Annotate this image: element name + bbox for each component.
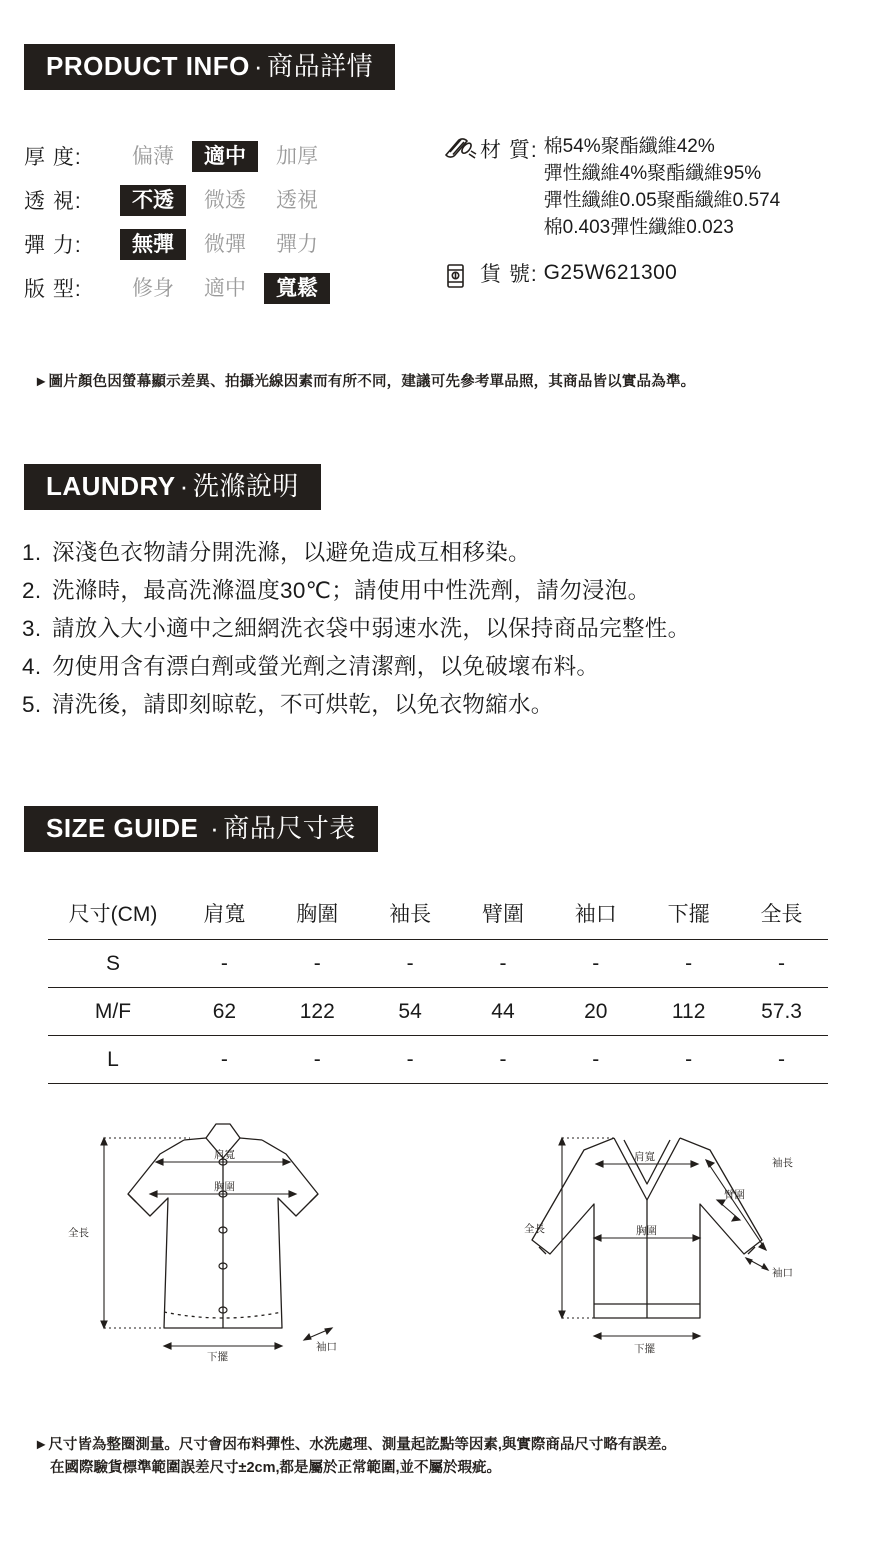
size-cell: - xyxy=(642,1036,735,1084)
shirt-label-length: 全長 xyxy=(68,1227,89,1239)
sku-value: G25W621300 xyxy=(543,260,678,284)
shirt-label-bust: 胸圍 xyxy=(214,1181,235,1193)
attribute-options-thickness xyxy=(120,141,336,172)
size-cell: 57.3 xyxy=(735,988,828,1036)
product-info-heading-zh: 商品詳情 xyxy=(267,51,374,81)
size-cell: 62 xyxy=(178,988,271,1036)
measurement-diagrams xyxy=(24,1098,854,1398)
laundry-item-number: 3. xyxy=(22,616,42,641)
laundry-item-number: 5. xyxy=(22,692,42,717)
size-cell: - xyxy=(271,940,364,988)
attribute-row-thickness xyxy=(24,134,424,178)
cardigan-label-bust: 胸圍 xyxy=(636,1225,657,1237)
footnote-line-2: 在國際驗貨標準範圍誤差尺寸±2cm,都是屬於正常範圍,並不屬於瑕疵。 xyxy=(50,1460,502,1476)
option-elasticity-slight[interactable]: 微彈 xyxy=(204,232,246,256)
option-fit-loose[interactable]: 寬鬆 xyxy=(264,273,330,304)
laundry-item-text: 勿使用含有漂白劑或螢光劑之清潔劑，以免破壞布料。 xyxy=(52,654,600,679)
size-cell: 44 xyxy=(457,988,550,1036)
laundry-heading-zh: 洗滌說明 xyxy=(192,471,299,501)
product-info-heading-en: PRODUCT INFO xyxy=(46,51,250,81)
attribute-options-elasticity xyxy=(120,229,336,260)
option-sheerness-opaque[interactable]: 不透 xyxy=(120,185,186,216)
size-cell: - xyxy=(735,940,828,988)
size-cell: - xyxy=(457,940,550,988)
sku-row xyxy=(442,258,875,288)
diagram-shirt xyxy=(64,1098,434,1388)
size-cell: - xyxy=(178,1036,271,1084)
attribute-row-fit xyxy=(24,266,424,310)
attribute-options-fit xyxy=(120,273,336,304)
material-values xyxy=(544,134,781,242)
attribute-label-thickness: 厚 度: xyxy=(24,146,82,169)
option-sheerness-slight[interactable]: 微透 xyxy=(204,188,246,212)
footnote-line-1: ►尺寸皆為整圈測量。尺寸會因布料彈性、水洗處理、測量起訖點等因素,與實際商品尺寸略有誤差。 xyxy=(34,1437,676,1453)
size-col-header: 臂圍 xyxy=(457,886,550,940)
laundry-item-number: 2. xyxy=(22,578,42,603)
material-line-3: 彈性纖維0.05聚酯纖維0.574 xyxy=(543,189,781,211)
laundry-heading-en: LAUNDRY xyxy=(46,471,176,501)
shirt-label-hem: 下擺 xyxy=(207,1351,228,1363)
size-cell: 54 xyxy=(364,988,457,1036)
attribute-list xyxy=(24,134,424,310)
size-guide-heading xyxy=(24,806,378,852)
cardigan-label-hem: 下擺 xyxy=(634,1343,655,1355)
size-cell: S xyxy=(48,940,178,988)
size-cell: L xyxy=(48,1036,178,1084)
laundry-item-text: 深淺色衣物請分開洗滌，以避免造成互相移染。 xyxy=(52,540,531,565)
size-cell: - xyxy=(642,940,735,988)
option-sheerness-sheer[interactable]: 透視 xyxy=(276,188,318,212)
fabric-roll-icon xyxy=(442,136,478,162)
size-cell: - xyxy=(178,940,271,988)
material-and-sku xyxy=(442,134,875,288)
cardigan-label-shoulder: 肩寬 xyxy=(634,1151,655,1163)
sku-label: 貨 號: xyxy=(480,262,538,286)
cardigan-label-length: 全長 xyxy=(524,1223,545,1235)
laundry-item-number: 4. xyxy=(22,654,42,679)
size-guide-heading-zh: 商品尺寸表 xyxy=(223,813,356,843)
size-col-header: 尺寸(CM) xyxy=(48,886,178,940)
material-line-2: 彈性纖維4%聚酯纖維95% xyxy=(543,162,762,184)
size-cell: M/F xyxy=(48,988,178,1036)
size-cell: 20 xyxy=(549,988,642,1036)
option-fit-regular[interactable]: 適中 xyxy=(204,276,246,300)
product-info-heading-dot: · xyxy=(253,51,264,81)
attribute-options-sheerness xyxy=(120,185,336,216)
attribute-label-sheerness: 透 視: xyxy=(24,190,82,213)
measurement-footnote xyxy=(34,1434,676,1480)
size-col-header: 下擺 xyxy=(642,886,735,940)
size-table-head xyxy=(48,886,828,940)
size-guide-heading-en: SIZE GUIDE xyxy=(46,813,199,843)
size-col-header: 肩寬 xyxy=(178,886,271,940)
material-line-1: 棉54%聚酯纖維42% xyxy=(543,136,715,157)
material-label: 材 質: xyxy=(480,139,538,162)
attribute-label-elasticity: 彈 力: xyxy=(24,234,82,257)
size-cell: - xyxy=(549,1036,642,1084)
option-fit-slim[interactable]: 修身 xyxy=(132,276,174,300)
size-cell: 112 xyxy=(642,988,735,1036)
list-item xyxy=(22,534,862,572)
shirt-label-shoulder: 肩寬 xyxy=(214,1149,235,1161)
material-line-4: 棉0.403彈性纖維0.023 xyxy=(543,216,734,238)
cardigan-label-sleeve: 袖長 xyxy=(772,1157,793,1169)
size-col-header: 全長 xyxy=(735,886,828,940)
option-thickness-thick[interactable]: 加厚 xyxy=(276,144,318,168)
table-row xyxy=(48,1036,828,1084)
size-cell: - xyxy=(364,1036,457,1084)
laundry-item-text: 洗滌時，最高洗滌溫度30℃；請使用中性洗劑，請勿浸泡。 xyxy=(52,578,651,603)
size-col-header: 袖長 xyxy=(364,886,457,940)
laundry-heading xyxy=(24,464,321,510)
material-row xyxy=(442,134,875,242)
size-cell: - xyxy=(457,1036,550,1084)
table-row xyxy=(48,940,828,988)
size-col-header: 胸圍 xyxy=(271,886,364,940)
size-cell: 122 xyxy=(271,988,364,1036)
list-item xyxy=(22,648,862,686)
size-cell: - xyxy=(364,940,457,988)
laundry-item-text: 請放入大小適中之細網洗衣袋中弱速水洗，以保持商品完整性。 xyxy=(52,616,691,641)
table-row xyxy=(48,988,828,1036)
size-cell: - xyxy=(271,1036,364,1084)
size-table-body xyxy=(48,940,828,1084)
cardigan-label-cuff: 袖口 xyxy=(772,1267,793,1279)
cardigan-label-arm: 臂圍 xyxy=(724,1189,745,1201)
attribute-row-elasticity xyxy=(24,222,424,266)
product-info-heading xyxy=(24,44,395,90)
list-item xyxy=(22,686,862,724)
table-header-row xyxy=(48,886,828,940)
color-disclaimer-note: ►圖片顏色因螢幕顯示差異、拍攝光線因素而有所不同，建議可先參考單品照，其商品皆以實品為準。 xyxy=(34,374,696,390)
laundry-item-text: 清洗後，請即刻晾乾，不可烘乾，以免衣物縮水。 xyxy=(52,692,554,717)
size-table xyxy=(48,886,828,1084)
size-guide-heading-dot: · xyxy=(202,813,220,843)
size-cell: - xyxy=(735,1036,828,1084)
laundry-heading-dot: · xyxy=(179,471,189,501)
price-tag-icon xyxy=(442,262,478,288)
size-cell: - xyxy=(549,940,642,988)
option-elasticity-none[interactable]: 無彈 xyxy=(120,229,186,260)
attribute-label-fit: 版 型: xyxy=(24,278,82,301)
option-elasticity-stretchy[interactable]: 彈力 xyxy=(276,232,318,256)
list-item xyxy=(22,610,862,648)
diagram-cardigan xyxy=(484,1108,844,1388)
list-item xyxy=(22,572,862,610)
attribute-row-sheerness xyxy=(24,178,424,222)
laundry-instruction-list xyxy=(22,534,862,724)
shirt-label-cuff: 袖口 xyxy=(316,1341,337,1353)
option-thickness-medium[interactable]: 適中 xyxy=(192,141,258,172)
size-col-header: 袖口 xyxy=(549,886,642,940)
option-thickness-thin[interactable]: 偏薄 xyxy=(132,144,174,168)
laundry-item-number: 1. xyxy=(22,540,42,565)
